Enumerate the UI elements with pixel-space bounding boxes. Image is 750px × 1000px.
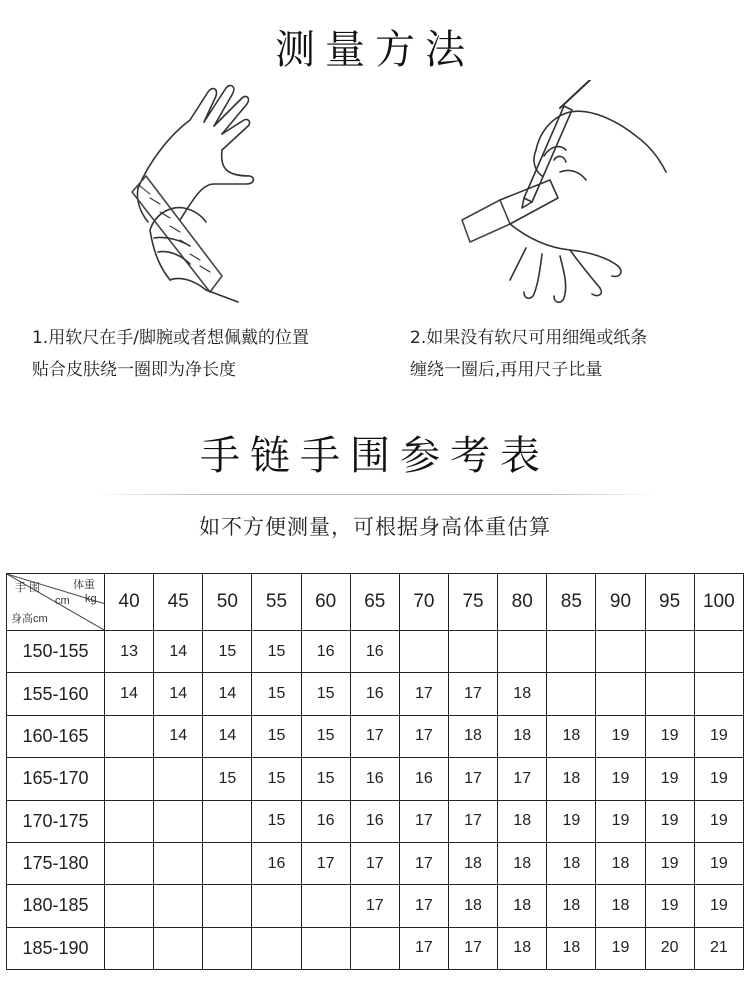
size-cell: 19 bbox=[645, 842, 694, 884]
size-cell: 15 bbox=[252, 715, 301, 757]
size-cell: 17 bbox=[301, 842, 350, 884]
table-row bbox=[7, 631, 744, 673]
corner-cm-label: cm bbox=[55, 595, 70, 607]
size-cell: 15 bbox=[252, 631, 301, 673]
size-cell: 18 bbox=[547, 715, 596, 757]
size-cell: 17 bbox=[350, 885, 399, 927]
size-cell bbox=[399, 631, 448, 673]
table-row bbox=[7, 885, 744, 927]
weight-header-cell: 50 bbox=[203, 574, 252, 631]
size-cell: 17 bbox=[448, 927, 497, 969]
size-cell: 18 bbox=[498, 800, 547, 842]
size-cell: 19 bbox=[694, 715, 743, 757]
size-cell bbox=[203, 800, 252, 842]
size-cell bbox=[203, 842, 252, 884]
size-cell: 18 bbox=[498, 673, 547, 715]
size-cell: 18 bbox=[596, 885, 645, 927]
size-cell bbox=[645, 673, 694, 715]
size-cell: 17 bbox=[399, 927, 448, 969]
size-cell: 15 bbox=[252, 800, 301, 842]
title-divider bbox=[95, 494, 655, 495]
size-cell: 18 bbox=[547, 842, 596, 884]
height-range-cell: 165-170 bbox=[7, 758, 105, 800]
size-cell bbox=[252, 927, 301, 969]
size-cell bbox=[694, 673, 743, 715]
weight-header-cell: 80 bbox=[498, 574, 547, 631]
size-cell: 15 bbox=[301, 673, 350, 715]
size-cell bbox=[596, 673, 645, 715]
step-1-instruction bbox=[32, 322, 382, 386]
weight-header-cell: 95 bbox=[645, 574, 694, 631]
height-range-cell: 150-155 bbox=[7, 631, 105, 673]
size-cell: 19 bbox=[596, 927, 645, 969]
size-cell: 18 bbox=[498, 842, 547, 884]
size-cell: 19 bbox=[596, 715, 645, 757]
size-cell: 19 bbox=[694, 758, 743, 800]
height-range-cell: 160-165 bbox=[7, 715, 105, 757]
table-body bbox=[7, 631, 744, 970]
size-cell: 17 bbox=[399, 842, 448, 884]
size-cell: 15 bbox=[203, 758, 252, 800]
size-cell: 18 bbox=[547, 885, 596, 927]
table-row bbox=[7, 927, 744, 969]
weight-header-cell: 40 bbox=[105, 574, 154, 631]
size-cell: 18 bbox=[448, 885, 497, 927]
size-cell: 17 bbox=[399, 673, 448, 715]
size-cell: 16 bbox=[252, 842, 301, 884]
size-cell: 21 bbox=[694, 927, 743, 969]
table-row bbox=[7, 758, 744, 800]
size-cell bbox=[154, 927, 203, 969]
size-cell: 18 bbox=[448, 715, 497, 757]
size-cell bbox=[694, 631, 743, 673]
size-cell: 15 bbox=[252, 673, 301, 715]
size-cell bbox=[105, 758, 154, 800]
size-cell: 18 bbox=[498, 715, 547, 757]
weight-header-cell: 60 bbox=[301, 574, 350, 631]
size-cell: 14 bbox=[203, 715, 252, 757]
size-cell bbox=[105, 715, 154, 757]
size-cell bbox=[301, 927, 350, 969]
step-1-line-1: 1.用软尺在手/脚腕或者想佩戴的位置 bbox=[32, 328, 309, 348]
size-cell bbox=[105, 800, 154, 842]
size-cell: 17 bbox=[399, 715, 448, 757]
size-cell: 13 bbox=[105, 631, 154, 673]
size-cell: 19 bbox=[694, 800, 743, 842]
size-cell: 19 bbox=[694, 885, 743, 927]
size-cell: 17 bbox=[448, 673, 497, 715]
size-cell: 19 bbox=[645, 715, 694, 757]
size-cell bbox=[154, 885, 203, 927]
reference-subtitle: 如不方便测量，可根据身高体重估算 bbox=[199, 515, 551, 539]
size-cell bbox=[203, 927, 252, 969]
table-row bbox=[7, 842, 744, 884]
size-cell bbox=[105, 885, 154, 927]
step-2-line-2: 缠绕一圈后,再用尺子比量 bbox=[410, 360, 603, 380]
height-range-cell: 175-180 bbox=[7, 842, 105, 884]
size-cell: 17 bbox=[448, 758, 497, 800]
size-cell: 15 bbox=[203, 631, 252, 673]
size-cell: 14 bbox=[154, 673, 203, 715]
size-cell bbox=[301, 885, 350, 927]
weight-header-cell: 70 bbox=[399, 574, 448, 631]
size-cell: 18 bbox=[547, 758, 596, 800]
size-cell: 16 bbox=[301, 800, 350, 842]
size-cell: 18 bbox=[498, 885, 547, 927]
size-cell: 15 bbox=[301, 715, 350, 757]
table-row bbox=[7, 800, 744, 842]
height-range-cell: 185-190 bbox=[7, 927, 105, 969]
table-row bbox=[7, 673, 744, 715]
corner-weight-label: 体重 bbox=[73, 579, 95, 591]
size-cell: 17 bbox=[350, 842, 399, 884]
size-cell: 16 bbox=[350, 673, 399, 715]
size-cell: 19 bbox=[596, 758, 645, 800]
size-cell: 19 bbox=[694, 842, 743, 884]
size-cell: 19 bbox=[645, 885, 694, 927]
size-cell: 16 bbox=[301, 631, 350, 673]
size-cell: 16 bbox=[399, 758, 448, 800]
size-cell: 14 bbox=[154, 715, 203, 757]
size-cell: 18 bbox=[498, 927, 547, 969]
size-cell: 19 bbox=[645, 800, 694, 842]
size-cell bbox=[547, 673, 596, 715]
size-cell bbox=[448, 631, 497, 673]
size-cell bbox=[547, 631, 596, 673]
size-cell: 14 bbox=[105, 673, 154, 715]
size-cell: 18 bbox=[596, 842, 645, 884]
weight-header-cell: 45 bbox=[154, 574, 203, 631]
hand-with-tape-measure-on-wrist-icon bbox=[110, 80, 280, 310]
size-cell: 17 bbox=[448, 800, 497, 842]
weight-header-cell: 55 bbox=[252, 574, 301, 631]
size-cell: 15 bbox=[301, 758, 350, 800]
size-cell: 17 bbox=[399, 800, 448, 842]
height-range-cell: 170-175 bbox=[7, 800, 105, 842]
weight-header-cell: 90 bbox=[596, 574, 645, 631]
weight-header-cell: 75 bbox=[448, 574, 497, 631]
height-range-cell: 155-160 bbox=[7, 673, 105, 715]
size-cell: 17 bbox=[498, 758, 547, 800]
corner-kg-label: kg bbox=[85, 593, 97, 605]
table-corner-header bbox=[7, 574, 105, 631]
size-reference-table bbox=[6, 573, 744, 970]
size-cell bbox=[252, 885, 301, 927]
size-cell: 14 bbox=[154, 631, 203, 673]
corner-hand-circumference-label: 手 围 bbox=[15, 582, 41, 594]
size-cell bbox=[154, 800, 203, 842]
size-cell: 16 bbox=[350, 800, 399, 842]
size-cell bbox=[203, 885, 252, 927]
size-cell: 14 bbox=[203, 673, 252, 715]
size-cell bbox=[105, 927, 154, 969]
weight-header-row bbox=[7, 574, 744, 631]
size-cell bbox=[105, 842, 154, 884]
table-row bbox=[7, 715, 744, 757]
hand-wrapping-paper-strip-icon bbox=[440, 80, 670, 310]
size-cell bbox=[596, 631, 645, 673]
size-cell: 17 bbox=[399, 885, 448, 927]
size-cell: 18 bbox=[448, 842, 497, 884]
step-1-line-2: 贴合皮肤绕一圈即为净长度 bbox=[32, 360, 236, 380]
reference-table-title: 手链手围参考表 bbox=[200, 433, 550, 479]
size-cell: 19 bbox=[645, 758, 694, 800]
size-cell bbox=[154, 758, 203, 800]
step-2-line-1: 2.如果没有软尺可用细绳或纸条 bbox=[410, 328, 648, 348]
size-cell bbox=[154, 842, 203, 884]
size-cell: 19 bbox=[547, 800, 596, 842]
weight-header-cell: 65 bbox=[350, 574, 399, 631]
size-cell: 16 bbox=[350, 631, 399, 673]
size-cell: 17 bbox=[350, 715, 399, 757]
size-cell: 20 bbox=[645, 927, 694, 969]
corner-height-label: 身高cm bbox=[11, 613, 48, 625]
size-cell bbox=[645, 631, 694, 673]
size-cell bbox=[350, 927, 399, 969]
size-cell: 19 bbox=[596, 800, 645, 842]
size-cell: 18 bbox=[547, 927, 596, 969]
weight-header-cell: 85 bbox=[547, 574, 596, 631]
size-cell bbox=[498, 631, 547, 673]
step-2-instruction bbox=[410, 322, 740, 386]
size-cell: 16 bbox=[350, 758, 399, 800]
measurement-title: 测量方法 bbox=[275, 27, 475, 73]
weight-header-cell: 100 bbox=[694, 574, 743, 631]
height-range-cell: 180-185 bbox=[7, 885, 105, 927]
size-cell: 15 bbox=[252, 758, 301, 800]
